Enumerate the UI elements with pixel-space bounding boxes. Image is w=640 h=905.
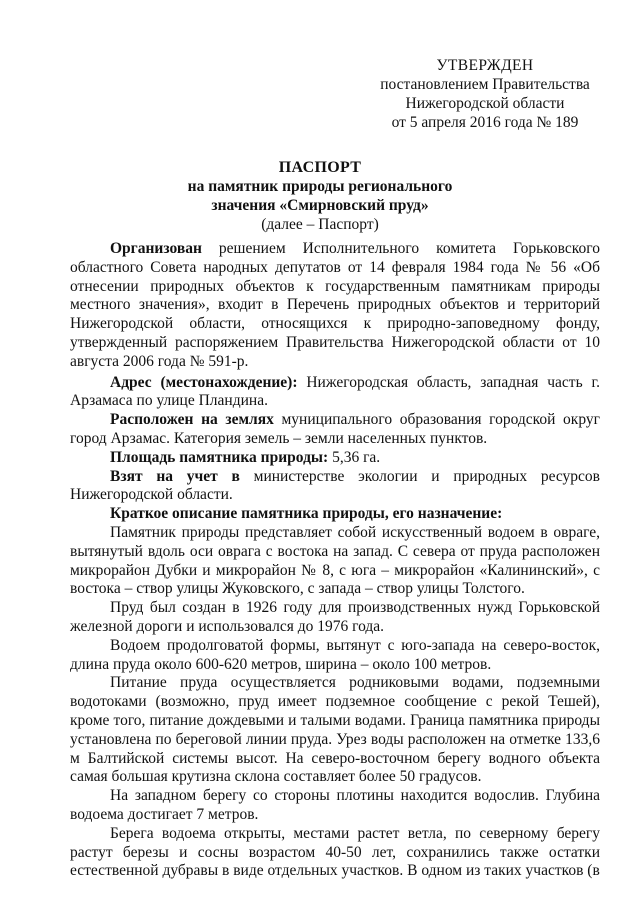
title-passport: ПАСПОРТ (278, 159, 362, 176)
address-label: Адрес (местонахождение): (110, 373, 298, 391)
organized-label: Организован (110, 240, 202, 257)
description-heading (70, 505, 600, 524)
area-text: 5,36 га. (328, 448, 381, 466)
description-paragraph-3: Водоем продолговатой формы, вытянут с юго-запада на северо-восток, длина пруда около 600-620 метров, ширина – около 100 метров. (70, 636, 600, 673)
title-subtitle-2: значения «Смирновский пруд» (211, 197, 429, 214)
section-area (70, 449, 600, 468)
section-organized (70, 240, 600, 372)
section-address (70, 374, 600, 412)
description-heading-text: Краткое описание памятника природы, его назначение: (110, 505, 503, 523)
document-body (70, 240, 600, 881)
description-paragraph-6: Берега водоема открыты, местами растет ветла, по северному берегу растут березы и сосны возрастом 40-50 лет, сохранились также остатки естественной дубравы в виде отдельных участков. В одном из таких участков (в (70, 824, 600, 880)
approval-line-3: от 5 апреля 2016 года № 189 (391, 114, 579, 131)
registered-label: Взят на учет в (110, 467, 240, 485)
title-note: (далее – Паспорт) (261, 216, 379, 233)
organized-text: решением Исполнительного комитета Горьковского областного Совета народных депутатов от 14 февраля 1984 года № 56 «Об отнесении природных объектов к государственным памятникам природы местного значения», входит в Перечень природных объектов и территорий Нижегородской области, относящихся к природно-заповедному фонду, утвержденный распоряжением Правительства Нижегородской области от 10 августа 2006 года № 591-р. (70, 240, 600, 370)
approval-heading: УТВЕРЖДЕН (436, 57, 534, 74)
description-paragraph-5: На западном берегу со стороны плотины находится водослив. Глубина водоема достигает 7 метров. (70, 787, 600, 823)
registered-text: министерстве экологии и природных ресурсов Нижегородской области. (70, 467, 600, 504)
section-registered (70, 468, 600, 506)
description-paragraph-4: Питание пруда осуществляется родниковыми водами, подземными водотоками (возможно, пруд имеет подземное сообщение с рекой Тешей), кроме того, питание дождевыми и талыми водами. Граница памятника природы установлена по береговой линии пруда. Урез воды расположен на отметке 133,6 м Балтийской системы высот. На северо-восточном берегу водного объекта самая большая крутизна склона составляет более 50 градусов. (70, 674, 600, 786)
located-label: Расположен на землях (110, 411, 274, 429)
description-paragraph-2: Пруд был создан в 1926 году для производственных нужд Горьковской железной дороги и использовался до 1976 года. (70, 599, 600, 635)
approval-line-2: Нижегородской области (405, 95, 565, 112)
section-located (70, 411, 600, 449)
document-title (60, 158, 580, 234)
approval-line-1: постановлением Правительства (380, 76, 590, 93)
title-subtitle-1: на памятник природы регионального (187, 178, 453, 195)
description-paragraph-1: Памятник природы представляет собой искусственный водоем в овраге, вытянутый вдоль оси оврага с востока на запад. С севера от пруда расположен микрорайон Дубки и микрорайон № 8, с юга – микрорайон «Калининский», с востока – створ улицы Жуковского, с запада – створ улицы Толстого. (70, 523, 600, 598)
approval-stamp (360, 56, 610, 132)
address-text: Нижегородская область, западная часть г. Арзамаса по улице Пландина. (70, 373, 600, 410)
area-label: Площадь памятника природы: (110, 448, 329, 466)
located-text: муниципального образования городской округ город Арзамас. Категория земель – земли населенных пунктов. (70, 411, 600, 447)
